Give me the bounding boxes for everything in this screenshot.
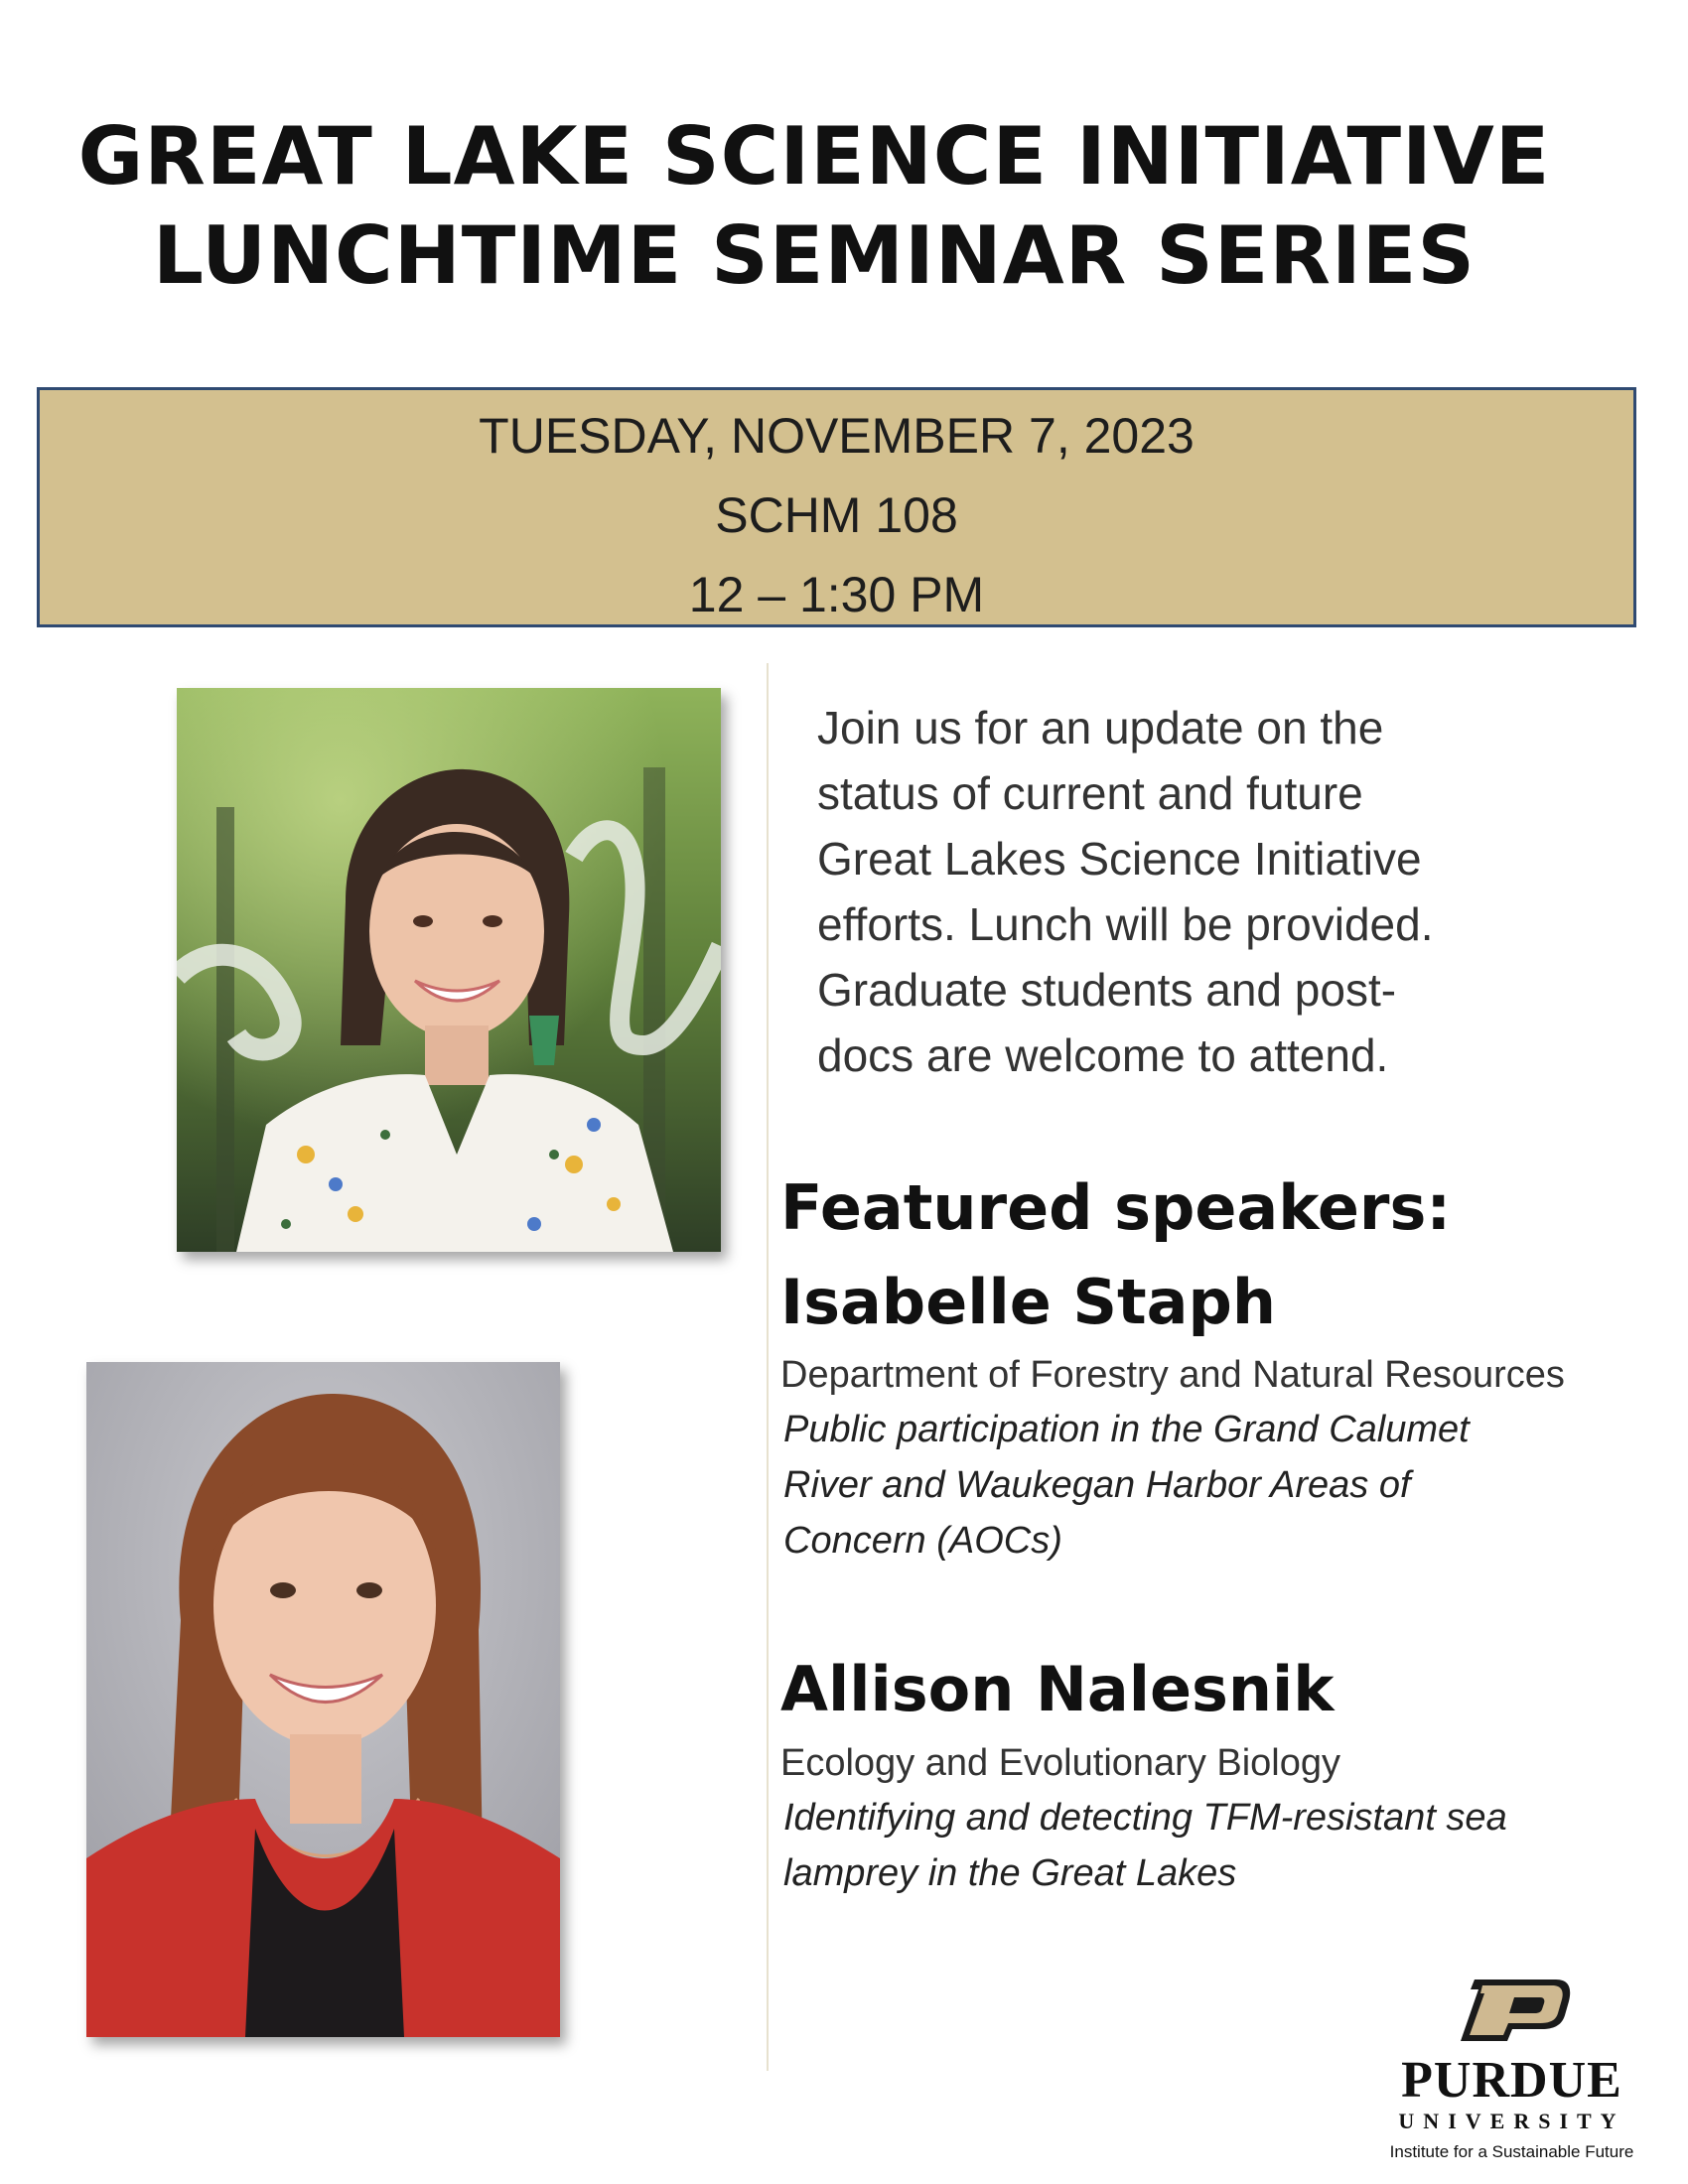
purdue-logo xyxy=(1390,1976,1633,2164)
speaker-photo-allison xyxy=(86,1362,560,2037)
speaker-name-allison: Allison Nalesnik xyxy=(780,1653,1335,1725)
purdue-wordmark: PURDUE xyxy=(1401,2052,1622,2109)
description-line: Graduate students and post- xyxy=(817,964,1397,1016)
column-divider xyxy=(767,663,769,2071)
purdue-university-label: UNIVERSITY xyxy=(1398,2109,1625,2133)
speaker-name-isabelle: Isabelle Staph xyxy=(780,1266,1277,1338)
description-line: Great Lakes Science Initiative xyxy=(817,833,1422,885)
talk-line: Public participation in the Grand Calumet xyxy=(783,1409,1470,1450)
title-line-2: LUNCHTIME SEMINAR SERIES xyxy=(152,209,1476,302)
featured-speakers-heading: Featured speakers: xyxy=(780,1171,1452,1244)
speaker-talk-isabelle xyxy=(783,1402,1677,1569)
speaker-photo-isabelle xyxy=(177,688,721,1252)
speaker-department-allison: Ecology and Evolutionary Biology xyxy=(780,1742,1341,1784)
description-line: status of current and future xyxy=(817,767,1363,819)
page-title xyxy=(0,107,1628,306)
speaker-talk-allison xyxy=(783,1790,1677,1901)
talk-line: River and Waukegan Harbor Areas of xyxy=(783,1464,1411,1506)
purdue-p-mark-icon xyxy=(1453,1976,1572,2045)
event-description xyxy=(817,695,1612,1088)
talk-line: Identifying and detecting TFM-resistant sea xyxy=(783,1797,1507,1839)
institute-tagline: Institute for a Sustainable Future xyxy=(1389,2142,1634,2161)
talk-line: Concern (AOCs) xyxy=(783,1520,1062,1562)
event-room: SCHM 108 xyxy=(715,487,958,543)
talk-line: lamprey in the Great Lakes xyxy=(783,1852,1237,1894)
description-line: efforts. Lunch will be provided. xyxy=(817,898,1434,950)
event-date: TUESDAY, NOVEMBER 7, 2023 xyxy=(479,408,1195,464)
description-line: Join us for an update on the xyxy=(817,702,1384,753)
event-time: 12 – 1:30 PM xyxy=(688,567,985,622)
event-info-box xyxy=(37,387,1636,627)
title-line-1: GREAT LAKE SCIENCE INITIATIVE xyxy=(77,110,1551,203)
description-line: docs are welcome to attend. xyxy=(817,1029,1389,1081)
speaker-department-isabelle: Department of Forestry and Natural Resources xyxy=(780,1354,1565,1396)
